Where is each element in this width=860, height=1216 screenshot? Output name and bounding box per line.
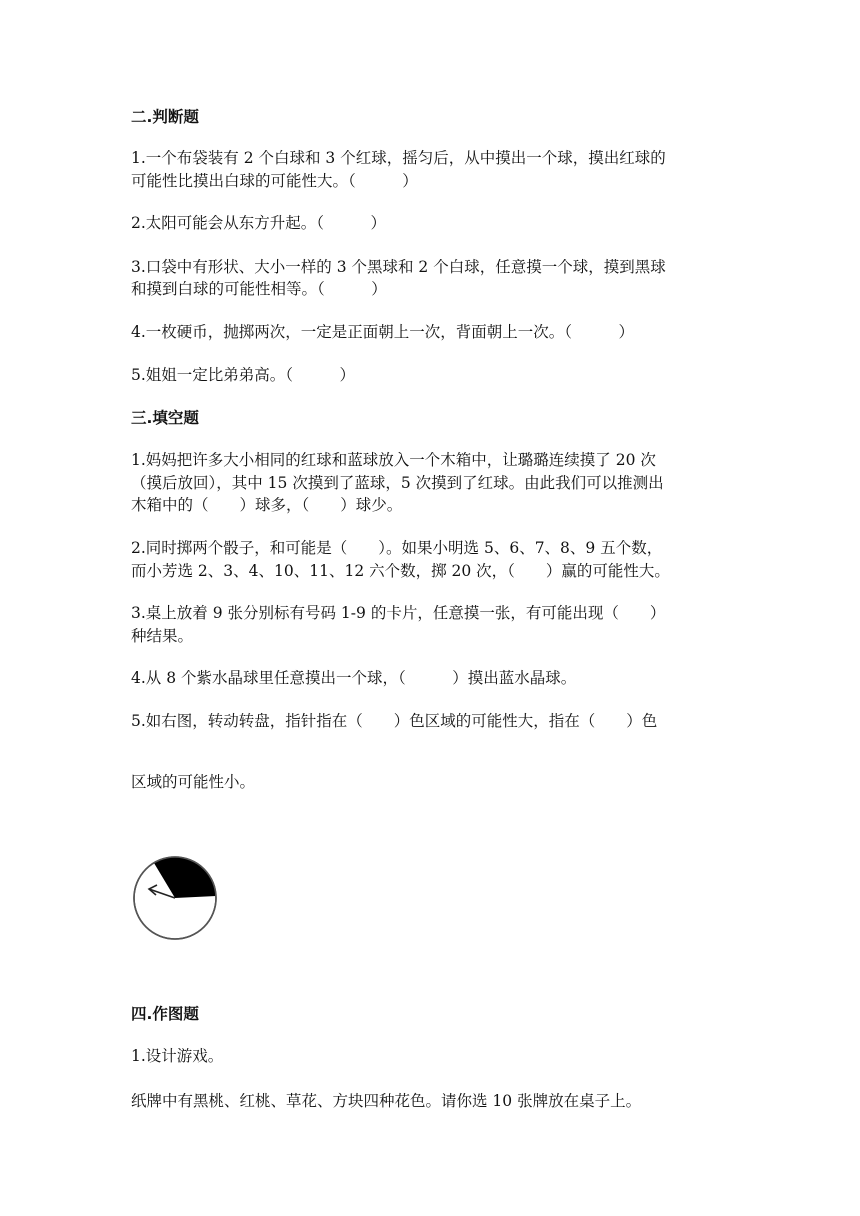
judgement-question-3-line-2: 和摸到白球的可能性相等。（ ）	[131, 280, 387, 298]
judgement-question-1-line-1: 1.一个布袋装有 2 个白球和 3 个红球，摇匀后，从中摸出一个球，摸出红球的	[131, 149, 666, 167]
section-title-fill-blank: 三.填空题	[131, 409, 199, 427]
fill-question-3-line-2: 种结果。	[131, 627, 194, 645]
fill-question-2-line-1: 2.同时掷两个骰子，和可能是（ ）。如果小明选 5、6、7、8、9 五个数，	[131, 539, 663, 557]
section-title-judgement: 二.判断题	[131, 108, 199, 126]
drawing-question-1: 1.设计游戏。	[131, 1047, 224, 1065]
section-title-drawing: 四.作图题	[131, 1005, 199, 1023]
fill-question-5-line-2: 区域的可能性小。	[131, 773, 256, 791]
judgement-question-2: 2.太阳可能会从东方升起。（ ）	[131, 214, 387, 232]
fill-question-3-line-1: 3.桌上放着 9 张分别标有号码 1-9 的卡片，任意摸一张，有可能出现（ ）	[131, 604, 666, 622]
judgement-question-3-line-1: 3.口袋中有形状、大小一样的 3 个黑球和 2 个白球，任意摸一个球，摸到黑球	[131, 258, 666, 276]
fill-question-1-line-3: 木箱中的（ ）球多，（ ）球少。	[131, 496, 403, 514]
fill-question-1-line-1: 1.妈妈把许多大小相同的红球和蓝球放入一个木箱中，让璐璐连续摸了 20 次	[131, 451, 656, 469]
drawing-question-1-text: 纸牌中有黑桃、红桃、草花、方块四种花色。请你选 10 张牌放在桌子上。	[131, 1092, 642, 1110]
fill-question-5-line-1: 5.如右图，转动转盘，指针指在（ ）色区域的可能性大，指在（ ）色	[131, 712, 658, 730]
judgement-question-1-line-2: 可能性比摸出白球的可能性大。（ ）	[131, 172, 418, 190]
fill-question-2-line-2: 而小芳选 2、3、4、10、11、12 六个数，掷 20 次，（ ）赢的可能性大。	[131, 562, 670, 580]
judgement-question-5: 5.姐姐一定比弟弟高。（ ）	[131, 366, 356, 384]
fill-question-4: 4.从 8 个紫水晶球里任意摸出一个球，（ ）摸出蓝水晶球。	[131, 669, 577, 687]
fill-question-1-line-2: （摸后放回），其中 15 次摸到了蓝球，5 次摸到了红球。由此我们可以推测出	[131, 474, 664, 492]
spinner-figure	[130, 853, 220, 943]
judgement-question-4: 4.一枚硬币，抛掷两次，一定是正面朝上一次，背面朝上一次。（ ）	[131, 323, 635, 341]
